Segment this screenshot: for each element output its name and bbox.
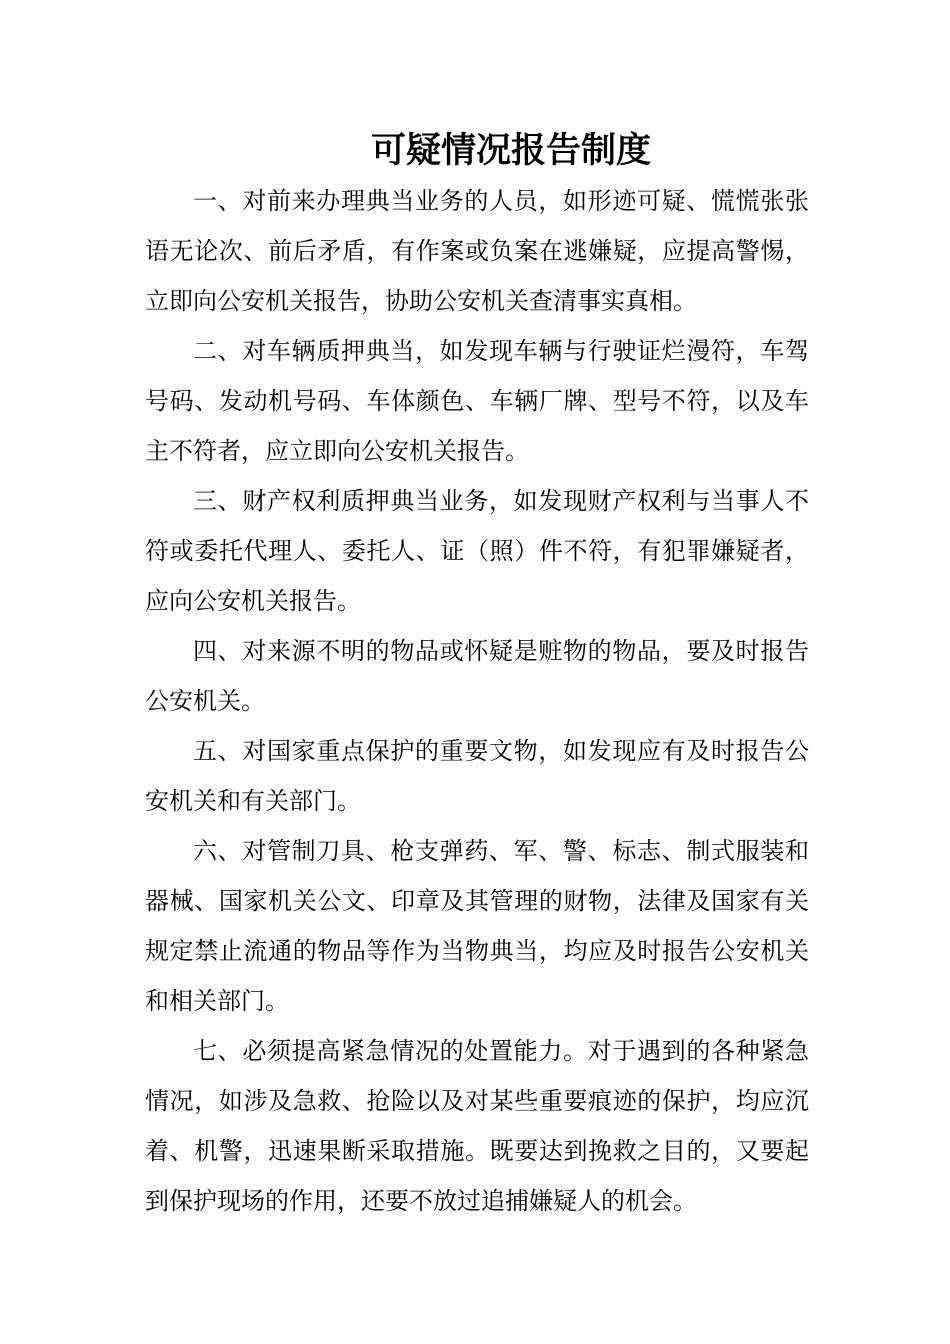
paragraph-6: 六、对管制刀具、枪支弹药、军、警、标志、制式服装和器械、国家机关公文、印章及其管理的财物，法律及国家有关规定禁止流通的物品等作为当物典当，均应及时报告公安机关和相关部门。	[145, 837, 809, 1015]
paragraph-2: 二、对车辆质押典当，如发现车辆与行驶证烂漫符，车驾号码、发动机号码、车体颜色、车辆厂牌、型号不符，以及车主不符者，应立即向公安机关报告。	[145, 337, 809, 465]
document-title: 可疑情况报告制度	[370, 130, 651, 171]
paragraph-1: 一、对前来办理典当业务的人员，如形迹可疑、慌慌张张语无论次、前后矛盾，有作案或负案在逃嫌疑，应提高警惕，立即向公安机关报告，协助公安机关查清事实真相。	[145, 187, 809, 315]
paragraph-7: 七、必须提高紧急情况的处置能力。对于遇到的各种紧急情况，如涉及急救、抢险以及对某些重要痕迹的保护，均应沉着、机警，迅速果断采取措施。既要达到挽救之目的，又要起到保护现场的作用，还要不放过追捕嫌疑人的机会。	[145, 1037, 809, 1215]
paragraph-4: 四、对来源不明的物品或怀疑是赃物的物品，要及时报告公安机关。	[145, 637, 809, 715]
paragraph-3: 三、财产权利质押典当业务，如发现财产权利与当事人不符或委托代理人、委托人、证（照）件不符，有犯罪嫌疑者，应向公安机关报告。	[145, 487, 809, 615]
document-body	[145, 176, 809, 1226]
paragraph-5: 五、对国家重点保护的重要文物，如发现应有及时报告公安机关和有关部门。	[145, 737, 809, 815]
